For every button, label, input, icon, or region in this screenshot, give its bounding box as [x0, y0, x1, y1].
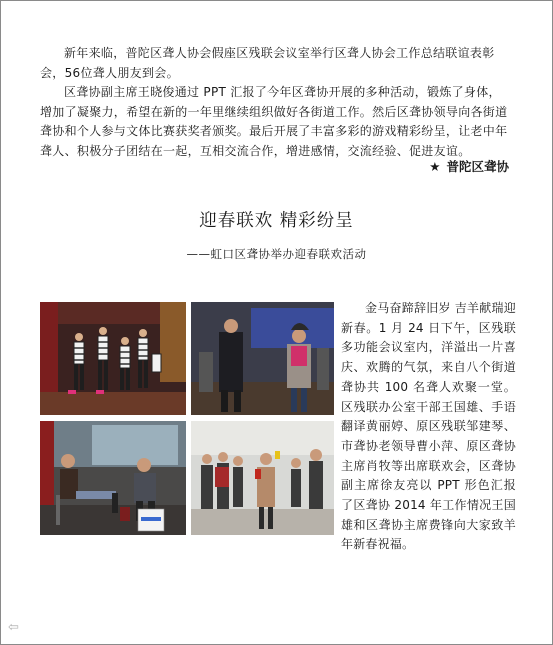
- article2-body: 金马奋蹄辞旧岁 吉羊献瑞迎新春。1 月 24 日下午，区残联多功能会议室内，洋溢出一片喜庆、欢腾的气氛，来自八个街道聋协共 100 名聋人欢聚一堂。区残联办公室干部王国雄、手语翻译黄丽婷、原区残联邹建琴、市聋协老领导曹小萍、原区聋协主席肖牧等出席联欢会，区聋协副主席徐友亮以 PPT 形色汇报了区聋协 2014 年工作情况王国雄和区聋协主席费锋向大家致羊年新春祝福。: [341, 301, 516, 552]
- article1-paragraph1: 新年来临，普陀区聋人协会假座区残联会议室举行区聋人协会工作总结联谊表彰会，56位聋人朋友到会。: [40, 46, 495, 80]
- article2-subtitle: ——虹口区聋协举办迎春联欢活动: [186, 247, 367, 261]
- arrow-left-icon[interactable]: ⇦: [8, 620, 19, 635]
- audience-performance-photo: [191, 421, 334, 535]
- article2-title: 迎春联欢 精彩纷呈: [199, 211, 354, 231]
- stage-skit-photo: [40, 421, 186, 535]
- article1-signature: [429, 157, 509, 175]
- hat-performance-photo: [191, 302, 334, 415]
- signature-text: 普陀区聋协: [446, 159, 509, 174]
- article1-paragraph2: 区聋协副主席王晓俊通过 PPT 汇报了今年区聋协开展的多种活动，锻炼了身体，增加了凝聚力，希望在新的一年里继续组织做好各街道工作。然后区聋协领导向各街道聋协和个人参与文体比赛获奖者颁奖。最后开展了丰富多彩的游戏精彩纷呈，让老中年聋人、积极分子团结在一起，互相交流合作，增进感情，交流经验、促进友谊。: [40, 85, 508, 158]
- performers-dance-photo: [40, 302, 186, 415]
- star-icon: ★: [429, 159, 441, 174]
